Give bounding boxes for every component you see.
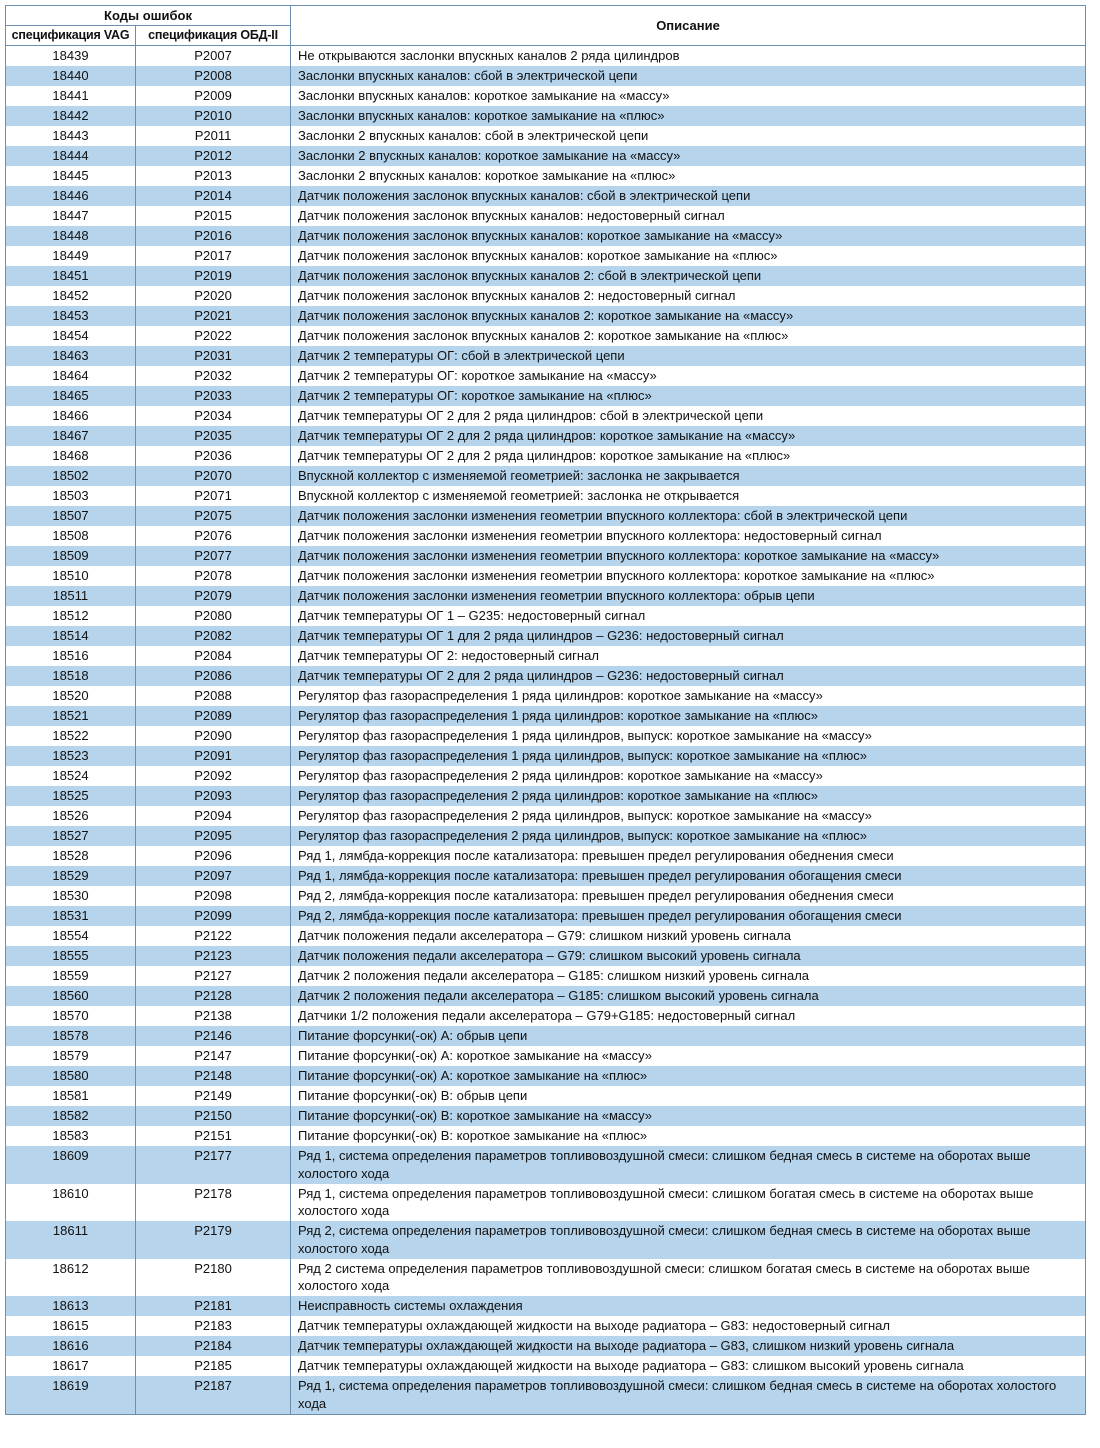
obd-code-cell: P2032 — [136, 366, 291, 386]
table-row — [6, 1356, 1086, 1376]
obd-code-cell: P2070 — [136, 466, 291, 486]
obd-code-cell: P2010 — [136, 106, 291, 126]
description-cell: Регулятор фаз газораспределения 1 ряда цилиндров: короткое замыкание на «массу» — [291, 686, 1086, 706]
description-cell: Датчик 2 температуры ОГ: короткое замыкание на «плюс» — [291, 386, 1086, 406]
description-cell: Датчик температуры ОГ 2 для 2 ряда цилиндров: сбой в электрической цепи — [291, 406, 1086, 426]
table-row — [6, 1376, 1086, 1414]
table-row — [6, 1066, 1086, 1086]
obd-code-cell: P2180 — [136, 1259, 291, 1297]
obd-code-cell: P2015 — [136, 206, 291, 226]
table-row — [6, 346, 1086, 366]
obd-code-cell: P2138 — [136, 1006, 291, 1026]
vag-code-cell: 18465 — [6, 386, 136, 406]
obd-code-cell: P2016 — [136, 226, 291, 246]
table-row — [6, 726, 1086, 746]
obd-code-cell: P2012 — [136, 146, 291, 166]
vag-code-cell: 18609 — [6, 1146, 136, 1184]
header-description: Описание — [291, 6, 1086, 46]
vag-code-cell: 18523 — [6, 746, 136, 766]
description-cell: Датчик положения заслонок впускных каналов: недостоверный сигнал — [291, 206, 1086, 226]
obd-code-cell: P2021 — [136, 306, 291, 326]
table-row — [6, 406, 1086, 426]
vag-code-cell: 18617 — [6, 1356, 136, 1376]
table-body — [6, 46, 1086, 1415]
obd-code-cell: P2013 — [136, 166, 291, 186]
vag-code-cell: 18581 — [6, 1086, 136, 1106]
description-cell: Ряд 1, лямбда-коррекция после катализатора: превышен предел регулирования обогащения смеси — [291, 866, 1086, 886]
vag-code-cell: 18530 — [6, 886, 136, 906]
table-row — [6, 566, 1086, 586]
description-cell: Датчик температуры охлаждающей жидкости на выходе радиатора – G83: недостоверный сигнал — [291, 1316, 1086, 1336]
obd-code-cell: P2078 — [136, 566, 291, 586]
obd-code-cell: P2033 — [136, 386, 291, 406]
description-cell: Заслонки впускных каналов: короткое замыкание на «массу» — [291, 86, 1086, 106]
vag-code-cell: 18520 — [6, 686, 136, 706]
description-cell: Питание форсунки(-ок) А: короткое замыкание на «массу» — [291, 1046, 1086, 1066]
table-row — [6, 926, 1086, 946]
table-row — [6, 626, 1086, 646]
table-row — [6, 366, 1086, 386]
vag-code-cell: 18509 — [6, 546, 136, 566]
description-cell: Датчик температуры охлаждающей жидкости на выходе радиатора – G83, слишком низкий уровень сигнала — [291, 1336, 1086, 1356]
description-cell: Датчики 1/2 положения педали акселератора – G79+G185: недостоверный сигнал — [291, 1006, 1086, 1026]
obd-code-cell: P2011 — [136, 126, 291, 146]
table-row — [6, 1126, 1086, 1146]
vag-code-cell: 18446 — [6, 186, 136, 206]
table-row — [6, 1336, 1086, 1356]
obd-code-cell: P2183 — [136, 1316, 291, 1336]
vag-code-cell: 18442 — [6, 106, 136, 126]
obd-code-cell: P2017 — [136, 246, 291, 266]
table-row — [6, 306, 1086, 326]
description-cell: Регулятор фаз газораспределения 1 ряда цилиндров, выпуск: короткое замыкание на «массу» — [291, 726, 1086, 746]
description-cell: Питание форсунки(-ок) В: короткое замыкание на «массу» — [291, 1106, 1086, 1126]
obd-code-cell: P2090 — [136, 726, 291, 746]
description-cell: Неисправность системы охлаждения — [291, 1296, 1086, 1316]
description-cell: Датчик положения заслонки изменения геометрии впускного коллектора: короткое замыкание на «массу» — [291, 546, 1086, 566]
vag-code-cell: 18524 — [6, 766, 136, 786]
vag-code-cell: 18454 — [6, 326, 136, 346]
vag-code-cell: 18468 — [6, 446, 136, 466]
header-vag-spec: спецификация VAG — [6, 26, 136, 46]
table-row — [6, 1316, 1086, 1336]
vag-code-cell: 18466 — [6, 406, 136, 426]
description-cell: Датчик температуры ОГ 2 для 2 ряда цилиндров: короткое замыкание на «массу» — [291, 426, 1086, 446]
table-row — [6, 846, 1086, 866]
obd-code-cell: P2080 — [136, 606, 291, 626]
vag-code-cell: 18580 — [6, 1066, 136, 1086]
description-cell: Датчик температуры охлаждающей жидкости на выходе радиатора – G83: слишком высокий уровень сигнала — [291, 1356, 1086, 1376]
vag-code-cell: 18610 — [6, 1184, 136, 1222]
table-row — [6, 326, 1086, 346]
description-cell: Регулятор фаз газораспределения 2 ряда цилиндров, выпуск: короткое замыкание на «плюс» — [291, 826, 1086, 846]
description-cell: Питание форсунки(-ок) А: обрыв цепи — [291, 1026, 1086, 1046]
table-row — [6, 526, 1086, 546]
table-row — [6, 66, 1086, 86]
table-row — [6, 706, 1086, 726]
obd-code-cell: P2009 — [136, 86, 291, 106]
table-row — [6, 1146, 1086, 1184]
vag-code-cell: 18613 — [6, 1296, 136, 1316]
obd-code-cell: P2147 — [136, 1046, 291, 1066]
description-cell: Регулятор фаз газораспределения 2 ряда цилиндров, выпуск: короткое замыкание на «массу» — [291, 806, 1086, 826]
table-row — [6, 446, 1086, 466]
description-cell: Датчик 2 температуры ОГ: короткое замыкание на «массу» — [291, 366, 1086, 386]
table-row — [6, 266, 1086, 286]
vag-code-cell: 18583 — [6, 1126, 136, 1146]
table-row — [6, 226, 1086, 246]
obd-code-cell: P2187 — [136, 1376, 291, 1414]
obd-code-cell: P2127 — [136, 966, 291, 986]
obd-code-cell: P2071 — [136, 486, 291, 506]
table-row — [6, 586, 1086, 606]
error-codes-table — [5, 5, 1086, 1415]
description-cell: Регулятор фаз газораспределения 2 ряда цилиндров: короткое замыкание на «плюс» — [291, 786, 1086, 806]
description-cell: Датчик положения заслонок впускных каналов: короткое замыкание на «плюс» — [291, 246, 1086, 266]
vag-code-cell: 18511 — [6, 586, 136, 606]
description-cell: Датчик положения педали акселератора – G79: слишком низкий уровень сигнала — [291, 926, 1086, 946]
obd-code-cell: P2096 — [136, 846, 291, 866]
description-cell: Датчик положения заслонки изменения геометрии впускного коллектора: недостоверный сигнал — [291, 526, 1086, 546]
obd-code-cell: P2075 — [136, 506, 291, 526]
table-row — [6, 166, 1086, 186]
table-header — [6, 6, 1086, 46]
obd-code-cell: P2093 — [136, 786, 291, 806]
table-row — [6, 686, 1086, 706]
table-row — [6, 506, 1086, 526]
table-row — [6, 866, 1086, 886]
description-cell: Датчик температуры ОГ 1 для 2 ряда цилиндров – G236: недостоверный сигнал — [291, 626, 1086, 646]
description-cell: Регулятор фаз газораспределения 2 ряда цилиндров: короткое замыкание на «массу» — [291, 766, 1086, 786]
table-row — [6, 106, 1086, 126]
description-cell: Ряд 1, система определения параметров топливовоздушной смеси: слишком бедная смесь в системе на оборотах холостого хода — [291, 1376, 1086, 1414]
description-cell: Заслонки 2 впускных каналов: сбой в электрической цепи — [291, 126, 1086, 146]
description-cell: Датчик температуры ОГ 2: недостоверный сигнал — [291, 646, 1086, 666]
vag-code-cell: 18452 — [6, 286, 136, 306]
table-row — [6, 646, 1086, 666]
vag-code-cell: 18467 — [6, 426, 136, 446]
obd-code-cell: P2091 — [136, 746, 291, 766]
vag-code-cell: 18508 — [6, 526, 136, 546]
description-cell: Датчик 2 положения педали акселератора – G185: слишком низкий уровень сигнала — [291, 966, 1086, 986]
obd-code-cell: P2088 — [136, 686, 291, 706]
error-codes-page — [5, 5, 1085, 1415]
vag-code-cell: 18529 — [6, 866, 136, 886]
vag-code-cell: 18516 — [6, 646, 136, 666]
vag-code-cell: 18522 — [6, 726, 136, 746]
table-row — [6, 906, 1086, 926]
vag-code-cell: 18507 — [6, 506, 136, 526]
description-cell: Датчик положения заслонки изменения геометрии впускного коллектора: обрыв цепи — [291, 586, 1086, 606]
description-cell: Датчик температуры ОГ 1 – G235: недостоверный сигнал — [291, 606, 1086, 626]
description-cell: Ряд 1, система определения параметров топливовоздушной смеси: слишком бедная смесь в системе на оборотах выше холостого хода — [291, 1146, 1086, 1184]
table-row — [6, 546, 1086, 566]
vag-code-cell: 18512 — [6, 606, 136, 626]
vag-code-cell: 18612 — [6, 1259, 136, 1297]
table-row — [6, 386, 1086, 406]
table-row — [6, 86, 1086, 106]
vag-code-cell: 18559 — [6, 966, 136, 986]
description-cell: Датчик температуры ОГ 2 для 2 ряда цилиндров – G236: недостоверный сигнал — [291, 666, 1086, 686]
vag-code-cell: 18453 — [6, 306, 136, 326]
description-cell: Заслонки впускных каналов: сбой в электрической цепи — [291, 66, 1086, 86]
table-row — [6, 146, 1086, 166]
vag-code-cell: 18615 — [6, 1316, 136, 1336]
description-cell: Ряд 1, система определения параметров топливовоздушной смеси: слишком богатая смесь в системе на оборотах выше холостого хода — [291, 1184, 1086, 1222]
vag-code-cell: 18444 — [6, 146, 136, 166]
obd-code-cell: P2151 — [136, 1126, 291, 1146]
vag-code-cell: 18531 — [6, 906, 136, 926]
vag-code-cell: 18451 — [6, 266, 136, 286]
table-row — [6, 206, 1086, 226]
vag-code-cell: 18611 — [6, 1221, 136, 1259]
obd-code-cell: P2150 — [136, 1106, 291, 1126]
vag-code-cell: 18447 — [6, 206, 136, 226]
table-row — [6, 286, 1086, 306]
table-row — [6, 1046, 1086, 1066]
vag-code-cell: 18525 — [6, 786, 136, 806]
obd-code-cell: P2094 — [136, 806, 291, 826]
vag-code-cell: 18570 — [6, 1006, 136, 1026]
obd-code-cell: P2076 — [136, 526, 291, 546]
vag-code-cell: 18521 — [6, 706, 136, 726]
description-cell: Датчик 2 положения педали акселератора – G185: слишком высокий уровень сигнала — [291, 986, 1086, 1006]
vag-code-cell: 18463 — [6, 346, 136, 366]
table-row — [6, 746, 1086, 766]
table-row — [6, 886, 1086, 906]
description-cell: Датчик положения заслонок впускных каналов 2: короткое замыкание на «плюс» — [291, 326, 1086, 346]
description-cell: Датчик 2 температуры ОГ: сбой в электрической цепи — [291, 346, 1086, 366]
table-row — [6, 826, 1086, 846]
obd-code-cell: P2035 — [136, 426, 291, 446]
table-row — [6, 1086, 1086, 1106]
obd-code-cell: P2007 — [136, 46, 291, 67]
description-cell: Питание форсунки(-ок) В: короткое замыкание на «плюс» — [291, 1126, 1086, 1146]
description-cell: Питание форсунки(-ок) А: короткое замыкание на «плюс» — [291, 1066, 1086, 1086]
obd-code-cell: P2082 — [136, 626, 291, 646]
vag-code-cell: 18514 — [6, 626, 136, 646]
description-cell: Датчик положения педали акселератора – G79: слишком высокий уровень сигнала — [291, 946, 1086, 966]
obd-code-cell: P2092 — [136, 766, 291, 786]
description-cell: Датчик положения заслонки изменения геометрии впускного коллектора: сбой в электрической цепи — [291, 506, 1086, 526]
description-cell: Ряд 2, лямбда-коррекция после катализатора: превышен предел регулирования обеднения смеси — [291, 886, 1086, 906]
description-cell: Впускной коллектор с изменяемой геометрией: заслонка не закрывается — [291, 466, 1086, 486]
description-cell: Ряд 1, лямбда-коррекция после катализатора: превышен предел регулирования обеднения смеси — [291, 846, 1086, 866]
vag-code-cell: 18449 — [6, 246, 136, 266]
obd-code-cell: P2099 — [136, 906, 291, 926]
description-cell: Регулятор фаз газораспределения 1 ряда цилиндров, выпуск: короткое замыкание на «плюс» — [291, 746, 1086, 766]
vag-code-cell: 18464 — [6, 366, 136, 386]
vag-code-cell: 18579 — [6, 1046, 136, 1066]
obd-code-cell: P2079 — [136, 586, 291, 606]
vag-code-cell: 18445 — [6, 166, 136, 186]
table-row — [6, 786, 1086, 806]
table-row — [6, 1006, 1086, 1026]
header-error-codes: Коды ошибок — [6, 6, 291, 26]
obd-code-cell: P2036 — [136, 446, 291, 466]
vag-code-cell: 18616 — [6, 1336, 136, 1356]
vag-code-cell: 18440 — [6, 66, 136, 86]
obd-code-cell: P2019 — [136, 266, 291, 286]
vag-code-cell: 18503 — [6, 486, 136, 506]
obd-code-cell: P2022 — [136, 326, 291, 346]
table-row — [6, 666, 1086, 686]
table-row — [6, 606, 1086, 626]
description-cell: Ряд 2, система определения параметров топливовоздушной смеси: слишком бедная смесь в системе на оборотах выше холостого хода — [291, 1221, 1086, 1259]
description-cell: Ряд 2 система определения параметров топливовоздушной смеси: слишком богатая смесь в системе на оборотах выше холостого хода — [291, 1259, 1086, 1297]
table-row — [6, 426, 1086, 446]
description-cell: Впускной коллектор с изменяемой геометрией: заслонка не открывается — [291, 486, 1086, 506]
description-cell: Заслонки впускных каналов: короткое замыкание на «плюс» — [291, 106, 1086, 126]
vag-code-cell: 18448 — [6, 226, 136, 246]
description-cell: Ряд 2, лямбда-коррекция после катализатора: превышен предел регулирования обогащения смеси — [291, 906, 1086, 926]
obd-code-cell: P2181 — [136, 1296, 291, 1316]
obd-code-cell: P2177 — [136, 1146, 291, 1184]
table-row — [6, 186, 1086, 206]
vag-code-cell: 18527 — [6, 826, 136, 846]
obd-code-cell: P2123 — [136, 946, 291, 966]
description-cell: Заслонки 2 впускных каналов: короткое замыкание на «плюс» — [291, 166, 1086, 186]
obd-code-cell: P2089 — [136, 706, 291, 726]
obd-code-cell: P2178 — [136, 1184, 291, 1222]
table-row — [6, 46, 1086, 67]
obd-code-cell: P2184 — [136, 1336, 291, 1356]
obd-code-cell: P2128 — [136, 986, 291, 1006]
description-cell: Питание форсунки(-ок) В: обрыв цепи — [291, 1086, 1086, 1106]
obd-code-cell: P2122 — [136, 926, 291, 946]
obd-code-cell: P2086 — [136, 666, 291, 686]
description-cell: Датчик положения заслонки изменения геометрии впускного коллектора: короткое замыкание на «плюс» — [291, 566, 1086, 586]
vag-code-cell: 18502 — [6, 466, 136, 486]
table-row — [6, 966, 1086, 986]
vag-code-cell: 18554 — [6, 926, 136, 946]
vag-code-cell: 18443 — [6, 126, 136, 146]
table-row — [6, 246, 1086, 266]
obd-code-cell: P2146 — [136, 1026, 291, 1046]
table-row — [6, 1106, 1086, 1126]
description-cell: Датчик температуры ОГ 2 для 2 ряда цилиндров: короткое замыкание на «плюс» — [291, 446, 1086, 466]
vag-code-cell: 18619 — [6, 1376, 136, 1414]
vag-code-cell: 18560 — [6, 986, 136, 1006]
obd-code-cell: P2020 — [136, 286, 291, 306]
obd-code-cell: P2149 — [136, 1086, 291, 1106]
vag-code-cell: 18578 — [6, 1026, 136, 1046]
obd-code-cell: P2098 — [136, 886, 291, 906]
header-obd-spec: спецификация ОБД-II — [136, 26, 291, 46]
obd-code-cell: P2097 — [136, 866, 291, 886]
obd-code-cell: P2095 — [136, 826, 291, 846]
table-row — [6, 1259, 1086, 1297]
table-row — [6, 126, 1086, 146]
obd-code-cell: P2077 — [136, 546, 291, 566]
description-cell: Регулятор фаз газораспределения 1 ряда цилиндров: короткое замыкание на «плюс» — [291, 706, 1086, 726]
description-cell: Датчик положения заслонок впускных каналов 2: короткое замыкание на «массу» — [291, 306, 1086, 326]
obd-code-cell: P2034 — [136, 406, 291, 426]
description-cell: Заслонки 2 впускных каналов: короткое замыкание на «массу» — [291, 146, 1086, 166]
description-cell: Датчик положения заслонок впускных каналов: сбой в электрической цепи — [291, 186, 1086, 206]
description-cell: Датчик положения заслонок впускных каналов 2: недостоверный сигнал — [291, 286, 1086, 306]
vag-code-cell: 18439 — [6, 46, 136, 67]
description-cell: Датчик положения заслонок впускных каналов: короткое замыкание на «массу» — [291, 226, 1086, 246]
obd-code-cell: P2008 — [136, 66, 291, 86]
table-row — [6, 1296, 1086, 1316]
obd-code-cell: P2148 — [136, 1066, 291, 1086]
vag-code-cell: 18555 — [6, 946, 136, 966]
table-row — [6, 766, 1086, 786]
vag-code-cell: 18582 — [6, 1106, 136, 1126]
table-row — [6, 466, 1086, 486]
obd-code-cell: P2014 — [136, 186, 291, 206]
table-row — [6, 486, 1086, 506]
table-row — [6, 1184, 1086, 1222]
table-row — [6, 1221, 1086, 1259]
table-row — [6, 806, 1086, 826]
description-cell: Не открываются заслонки впускных каналов 2 ряда цилиндров — [291, 46, 1086, 67]
vag-code-cell: 18441 — [6, 86, 136, 106]
obd-code-cell: P2185 — [136, 1356, 291, 1376]
obd-code-cell: P2179 — [136, 1221, 291, 1259]
vag-code-cell: 18528 — [6, 846, 136, 866]
vag-code-cell: 18510 — [6, 566, 136, 586]
description-cell: Датчик положения заслонок впускных каналов 2: сбой в электрической цепи — [291, 266, 1086, 286]
vag-code-cell: 18526 — [6, 806, 136, 826]
obd-code-cell: P2084 — [136, 646, 291, 666]
table-row — [6, 946, 1086, 966]
table-row — [6, 1026, 1086, 1046]
vag-code-cell: 18518 — [6, 666, 136, 686]
table-row — [6, 986, 1086, 1006]
obd-code-cell: P2031 — [136, 346, 291, 366]
